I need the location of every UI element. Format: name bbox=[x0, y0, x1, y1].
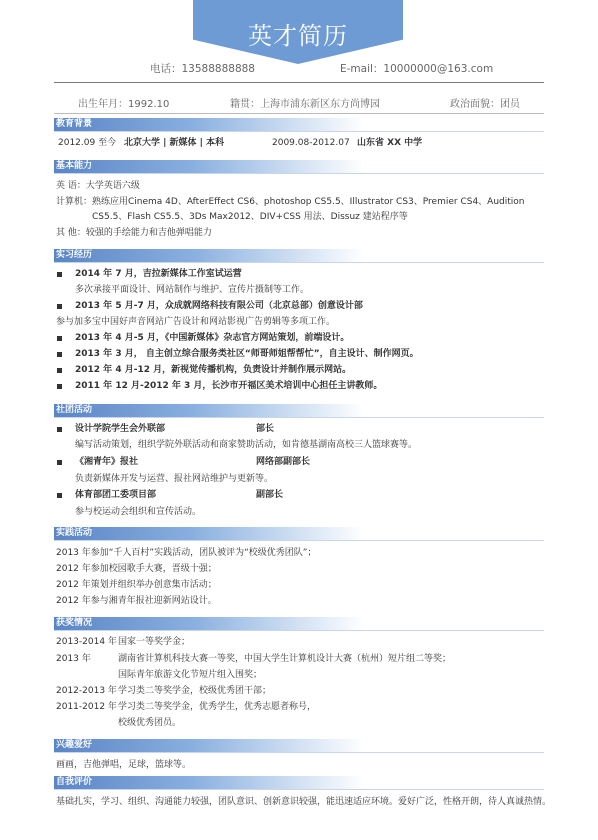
campus-desc: 参与校运动会组织和宣传活动。 bbox=[75, 507, 202, 517]
skill-english: 英 语：大学英语六级 bbox=[56, 181, 140, 191]
award-item: 学习类二等奖学金，优秀学生，优秀志愿者称号， bbox=[118, 702, 317, 712]
hobbies-text: 画画，吉他弹唱，足球，篮球等。 bbox=[56, 760, 192, 770]
award-year: 2013-2014 年 bbox=[56, 637, 117, 647]
birth-info: 出生年月：1992.10 bbox=[78, 99, 170, 110]
edu-school-2: 山东省 XX 中学 bbox=[357, 138, 423, 148]
section-rule bbox=[54, 752, 544, 753]
award-item: 学习类二等奖学金，校级优秀团干部； bbox=[118, 686, 272, 696]
bullet-icon bbox=[57, 460, 62, 465]
section-rule bbox=[54, 789, 544, 790]
intern-item: 2013 年 3 月， 自主创立综合服务类社区“师哥师姐帮帮忙”，自主设计、制作网页。 bbox=[75, 349, 419, 359]
section-rule bbox=[54, 131, 544, 132]
campus-role: 网络部副部长 bbox=[256, 457, 311, 467]
award-item-cont: 校级优秀团员。 bbox=[118, 718, 182, 728]
practice-item: 2012 年策划并组织举办创意集市活动； bbox=[56, 580, 217, 590]
award-item: 国家一等奖学金； bbox=[118, 637, 191, 647]
skill-computer: 计算机：熟练应用Cinema 4D、AfterEffect CS6、photoshop CS5.5、Illustrator CS3、Premier CS4、Audition bbox=[56, 197, 525, 207]
intern-item: 2012 年 4 月-12 月，新视觉传播机构，负责设计并制作展示网站。 bbox=[75, 365, 352, 375]
edu-period-2: 2009.08-2012.07 bbox=[272, 138, 350, 148]
section-header-skills: 基本能力 bbox=[54, 160, 364, 173]
award-item-cont: 国际青年旅游文化节短片组入围奖； bbox=[118, 670, 263, 680]
campus-org: 《湘青年》报社 bbox=[75, 457, 139, 467]
intern-item: 2014 年 7 月，吉拉新媒体工作室试运营 bbox=[75, 269, 242, 279]
practice-item: 2013 年参加“千人百村”实践活动，团队被评为“校级优秀团队”； bbox=[56, 548, 317, 558]
intern-item: 2013 年 5 月-7 月，众成就网络科技有限公司（北京总部）创意设计部 bbox=[75, 301, 363, 311]
campus-org: 设计学院学生会外联部 bbox=[75, 424, 166, 434]
section-header-campus: 社团活动 bbox=[54, 404, 364, 417]
award-item: 湖南省计算机科技大赛一等奖，中国大学生计算机设计大赛（杭州）短片组二等奖； bbox=[118, 654, 452, 664]
bullet-icon bbox=[57, 427, 62, 432]
resume-title: 英才简历 bbox=[248, 22, 348, 50]
section-rule bbox=[54, 540, 544, 541]
section-rule bbox=[54, 262, 544, 263]
email-text: E-mail：10000000@163.com bbox=[340, 63, 494, 75]
intern-item: 2011 年 12 月-2012 年 3 月，长沙市开福区美术培训中心担任主讲教师。 bbox=[75, 381, 383, 391]
section-header-education: 教育背景 bbox=[54, 118, 364, 131]
section-header-internship: 实习经历 bbox=[54, 249, 364, 262]
bullet-icon bbox=[57, 272, 62, 277]
award-year: 2013 年 bbox=[56, 654, 91, 664]
skill-computer-cont: CS5.5、Flash CS5.5、3Ds Max2012、DIV+CSS 用法、Dissuz 建站程序等 bbox=[92, 212, 408, 222]
intern-desc: 多次承接平面设计、网站制作与维护、宣传片摄制等工作。 bbox=[75, 285, 310, 295]
bullet-icon bbox=[57, 336, 62, 341]
info-divider bbox=[54, 113, 544, 114]
politics-info: 政治面貌：团员 bbox=[450, 99, 520, 110]
edu-school-1: 北京大学 | 新媒体 | 本科 bbox=[124, 138, 225, 148]
intern-desc: 参与加多宝中国好声音网站广告设计和网站影视广告剪辑等多项工作。 bbox=[56, 317, 336, 327]
edu-period-1: 2012.09 至今 bbox=[58, 138, 117, 148]
campus-role: 部长 bbox=[256, 424, 275, 434]
award-year: 2012-2013 年 bbox=[56, 686, 117, 696]
campus-desc: 负责新媒体开发与运营、报社网站维护与更新等。 bbox=[75, 474, 274, 484]
practice-item: 2012 年参加校园歌手大赛，晋级十强； bbox=[56, 564, 217, 574]
section-header-awards: 获奖情况 bbox=[54, 617, 364, 630]
bullet-icon bbox=[57, 493, 62, 498]
campus-org: 体育部团工委项目部 bbox=[75, 490, 157, 500]
section-rule bbox=[54, 417, 544, 418]
bullet-icon bbox=[57, 368, 62, 373]
skill-other: 其 他：较强的手绘能力和吉他弹唱能力 bbox=[56, 228, 212, 238]
header-divider bbox=[54, 82, 544, 83]
section-rule bbox=[54, 630, 544, 631]
origin-info: 籍贯：上海市浦东新区东方尚博园 bbox=[230, 99, 380, 110]
section-rule bbox=[54, 173, 544, 174]
phone-text: 电话：13588888888 bbox=[150, 63, 255, 75]
bullet-icon bbox=[57, 352, 62, 357]
campus-role: 副部长 bbox=[256, 490, 284, 500]
practice-item: 2012 年参与湘青年报社迎新网站设计。 bbox=[56, 596, 217, 606]
bullet-icon bbox=[57, 384, 62, 389]
section-header-evaluation: 自我评价 bbox=[54, 776, 364, 789]
bullet-icon bbox=[57, 304, 62, 309]
evaluation-text: 基础扎实，学习、组织、沟通能力较强，团队意识、创新意识较强，能迅速适应环境。爱好广泛，性格开朗，待人真诚热情。 bbox=[56, 797, 552, 807]
award-year: 2011-2012 年 bbox=[56, 702, 117, 712]
section-header-practice: 实践活动 bbox=[54, 527, 364, 540]
campus-desc: 编写活动策划，组织学院外联活动和商家赞助活动，如肯德基湖南高校三人篮球赛等。 bbox=[75, 440, 418, 450]
intern-item: 2013 年 4 月-5 月，《中国新媒体》杂志官方网站策划，前端设计。 bbox=[75, 333, 350, 343]
section-header-hobbies: 兴趣爱好 bbox=[54, 739, 364, 752]
